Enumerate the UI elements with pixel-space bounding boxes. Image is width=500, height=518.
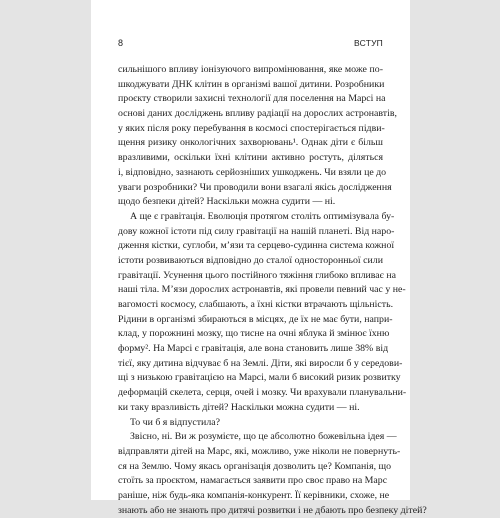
running-head: ВСТУП: [354, 38, 383, 48]
text-line: тієї, яку дитина відчуває б на Землі. Діти, які виросли б у середови-: [118, 357, 403, 369]
text-line: дження кістки, суглоби, м’язи та серцево-судинна система кожної: [118, 240, 395, 252]
text-line: проєкту створили захисні технології для поселення на Марсі на: [118, 93, 386, 105]
text-line: гравітації. Усунення цього постійного тяжіння глибоко впливає на: [118, 269, 396, 281]
text-line: і, відповідно, зазнають серйозніших ушкоджень. Чи взяли це до: [118, 166, 387, 178]
text-line: вагомості космосу, слабшають, а їхні кістки втрачають щільність.: [118, 299, 394, 310]
text-line: уваги розробники? Чи проводили вони взагалі якісь дослідження: [118, 181, 392, 193]
text-line: шкоджувати ДНК клітин в організмі вашої дитини. Розробники: [118, 78, 385, 90]
text-line: клад, у порожнині мозку, що тисне на очні яблука й змінює їхню: [118, 328, 390, 340]
text-line: дову кожної істоти під силу гравітації на нашій планеті. Від наро-: [118, 225, 395, 237]
text-line: стоїть за проєктом, намагається заявити про своє право на Марс: [118, 475, 388, 487]
text-line: у яких після року перебування в космосі спостерігається підви-: [118, 122, 385, 134]
text-line: Звісно, ні. Ви ж розумієте, що це абсолютно божевільна ідея —: [130, 431, 397, 443]
text-line: форму². На Марсі є гравітація, але вона становить лише 38% від: [118, 343, 389, 355]
text-line: Рідини в організмі збираються в місцях, де їх не має бути, напри-: [118, 313, 393, 325]
text-line: ся на Землю. Чому якась організація дозволить це? Компанія, що: [118, 460, 391, 472]
text-line: істоти розвиваються відповідно до сталої односторонньої сили: [118, 254, 383, 266]
text-line: щі з низькою гравітацією на Марсі, мали б високий ризик розвитку: [118, 372, 401, 384]
body-text: [118, 63, 427, 518]
text-line: відправляти дітей на Марс, які, можливо, уже ніколи не повернуть-: [118, 445, 401, 457]
text-line: То чи б я відпустила?: [130, 416, 220, 428]
text-line: ки таку вразливість дітей? Наскільки можна судити — ні.: [118, 401, 360, 413]
page-number: 8: [118, 38, 124, 48]
text-line: деформацій скелета, серця, очей і мозку. Чи врахували планувальни-: [118, 387, 407, 399]
text-line: наші тіла. М’язи дорослих астронавтів, які провели певний час у не-: [118, 284, 406, 296]
text-line: А ще є гравітація. Еволюція протягом століть оптимізувала бу-: [130, 210, 395, 222]
text-line: знають або не знають про дитячі розвитки і не дбають про безпеку дітей?: [118, 504, 427, 516]
book-page: [91, 0, 427, 516]
text-line: щодо безпеки дітей? Наскільки можна судити — ні.: [118, 196, 336, 208]
text-line: щення ризику онкологічних захворювань¹. Однак діти є більш: [118, 137, 383, 149]
page-header: [118, 38, 383, 50]
text-line: сильнішого впливу іонізуючого випромінювання, яке може по-: [118, 64, 383, 75]
text-line: раніше, ніж будь-яка компанія-конкурент. Її керівники, схоже, не: [118, 489, 390, 501]
text-line: вразливими, оскільки їхні клітини активно ростуть, діляться: [118, 152, 383, 164]
text-line: основі даних досліджень впливу радіації на дорослих астронавтів,: [118, 108, 397, 120]
